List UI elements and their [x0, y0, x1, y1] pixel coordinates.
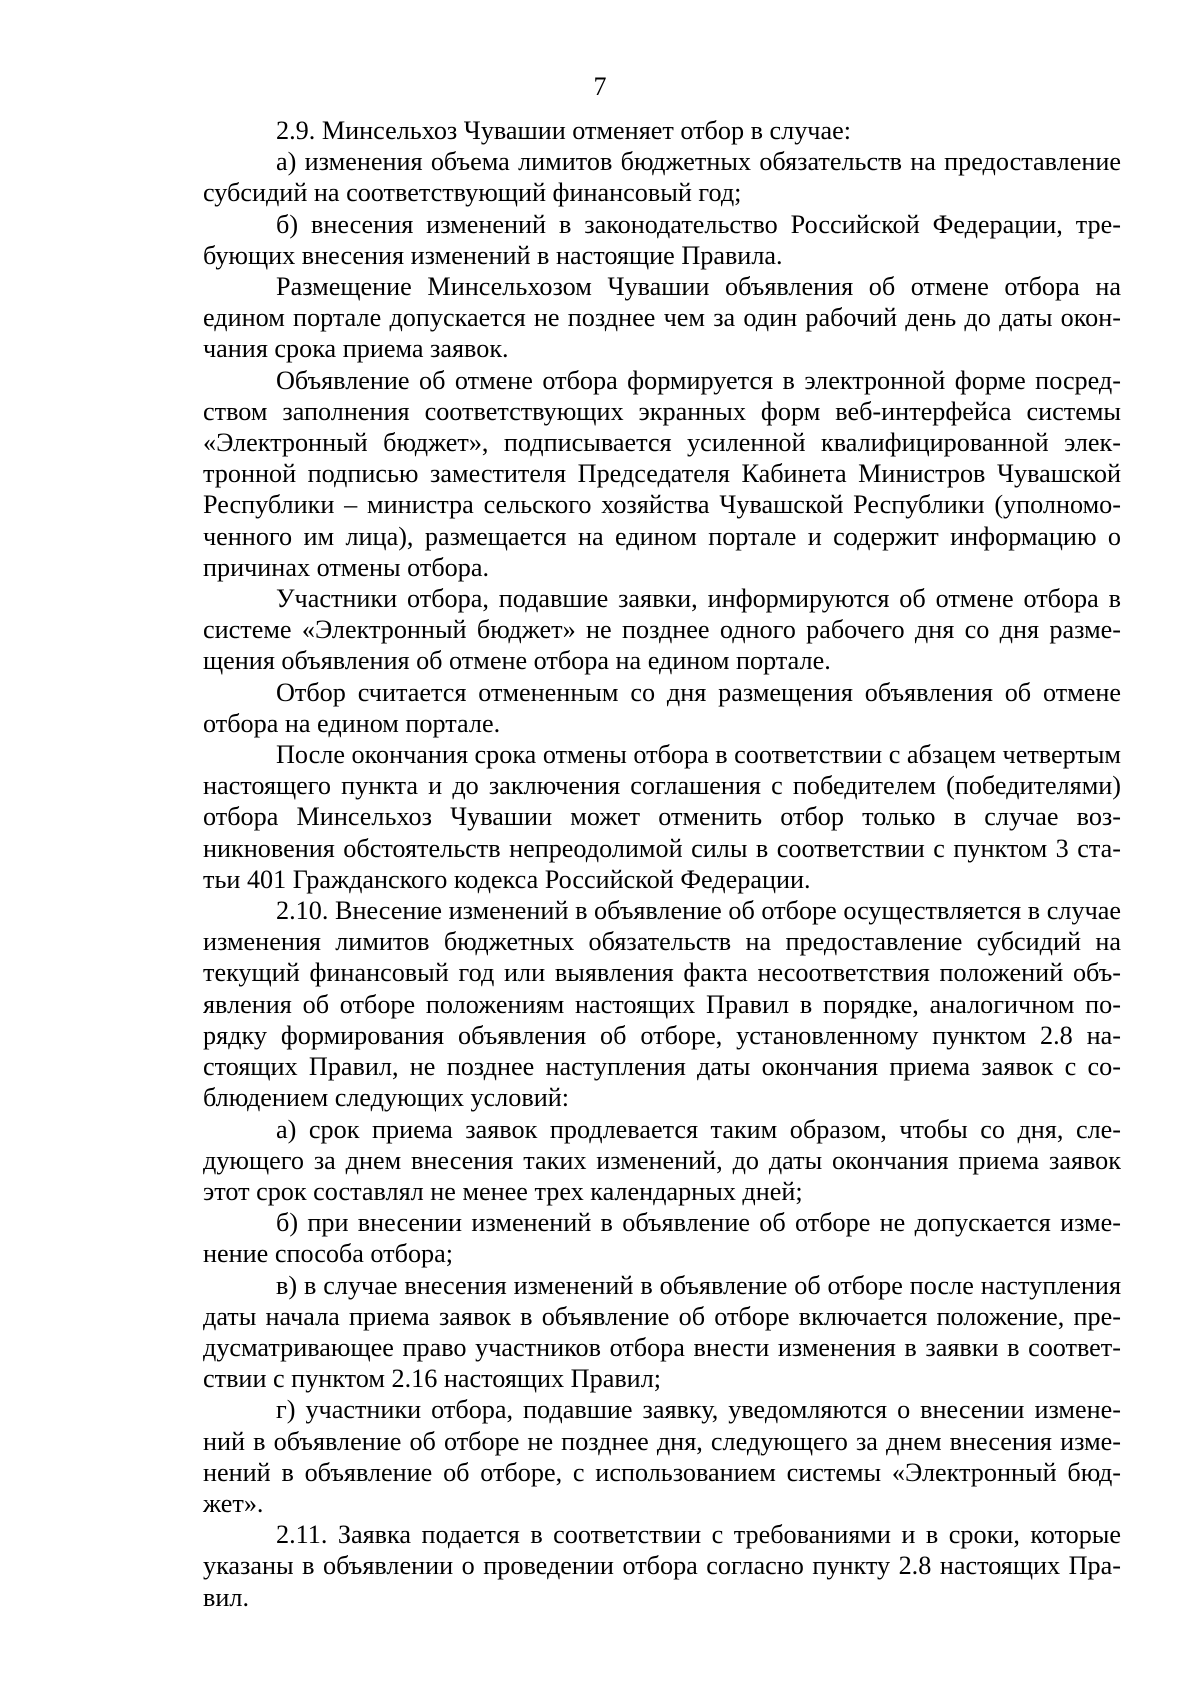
document-body [203, 115, 1121, 1613]
paragraph-cancel-announcement: Объявление об отмене отбора формируется в электронной форме посредством заполнения соответствующих экранных форм веб-интерфейса системы «Электронный бюджет», подписывается усиленной квалифицированной электронной подписью заместителя Председателя Кабинета Министров Чувашской Республики – министра сельского хозяйства Чувашской Республики (уполномоченного им лица), размещается на едином портале и содержит информацию о причинах отмены отбора. [203, 365, 1121, 582]
paragraph-2-10-a: а) срок приема заявок продлевается таким образом, чтобы со дня, следующего за днем внесения таких изменений, до даты окончания приема заявок этот срок составлял не менее трех календарных дней; [203, 1114, 1121, 1206]
paragraph-2-9-b: б) внесения изменений в законодательство Российской Федерации, требующих внесения изменений в настоящие Правила. [203, 209, 1121, 270]
paragraph-cancel-placement: Размещение Минсельхозом Чувашии объявления об отмене отбора на едином портале допускается не позднее чем за один рабочий день до даты окончания срока приема заявок. [203, 272, 1121, 364]
paragraph-2-10-b: б) при внесении изменений в объявление об отборе не допускается изменение способа отбора; [203, 1208, 1121, 1269]
paragraph-2-9: 2.9. Минсельхоз Чувашии отменяет отбор в случае: [276, 116, 851, 145]
paragraph-2-10: 2.10. Внесение изменений в объявление об отборе осуществляется в случае изменения лимитов бюджетных обязательств на предоставление субсидий на текущий финансовый год или выявления факта несоответствия положений объявления об отборе положениям настоящих Правил в порядке, аналогичном порядку формирования объявления об отборе, установленному пунктом 2.8 настоящих Правил, не позднее наступления даты окончания приема заявок с соблюдением следующих условий: [203, 896, 1121, 1113]
paragraph-2-11: 2.11. Заявка подается в соответствии с требованиями и в сроки, которые указаны в объявлении о проведении отбора согласно пункту 2.8 настоящих Правил. [203, 1520, 1121, 1612]
paragraph-2-10-g: г) участники отбора, подавшие заявку, уведомляются о внесении изменений в объявление об отборе не позднее дня, следующего за днем внесения изменений в объявление об отборе, с использованием системы «Электронный бюджет». [203, 1395, 1121, 1518]
paragraph-participants-informed: Участники отбора, подавшие заявки, информируются об отмене отбора в системе «Электронный бюджет» не позднее одного рабочего дня со дня размещения объявления об отмене отбора на едином портале. [203, 584, 1121, 676]
page-number: 7 [593, 72, 607, 101]
paragraph-force-majeure: После окончания срока отмены отбора в соответствии с абзацем четвертым настоящего пункта и до заключения соглашения с победителем (победителями) отбора Минсельхоз Чувашии может отменить отбор только в случае возникновения обстоятельств непреодолимой силы в соответствии с пунктом 3 статьи 401 Гражданского кодекса Российской Федерации. [203, 740, 1121, 894]
paragraph-2-9-a: а) изменения объема лимитов бюджетных обязательств на предоставление субсидий на соответствующий финансовый год; [203, 147, 1121, 208]
paragraph-cancelled-date: Отбор считается отмененным со дня размещения объявления об отмене отбора на едином портале. [203, 677, 1121, 738]
paragraph-2-10-v: в) в случае внесения изменений в объявление об отборе после наступления даты начала приема заявок в объявление об отборе включается положение, предусматривающее право участников отбора внести изменения в заявки в соответствии с пунктом 2.16 настоящих Правил; [203, 1270, 1121, 1394]
